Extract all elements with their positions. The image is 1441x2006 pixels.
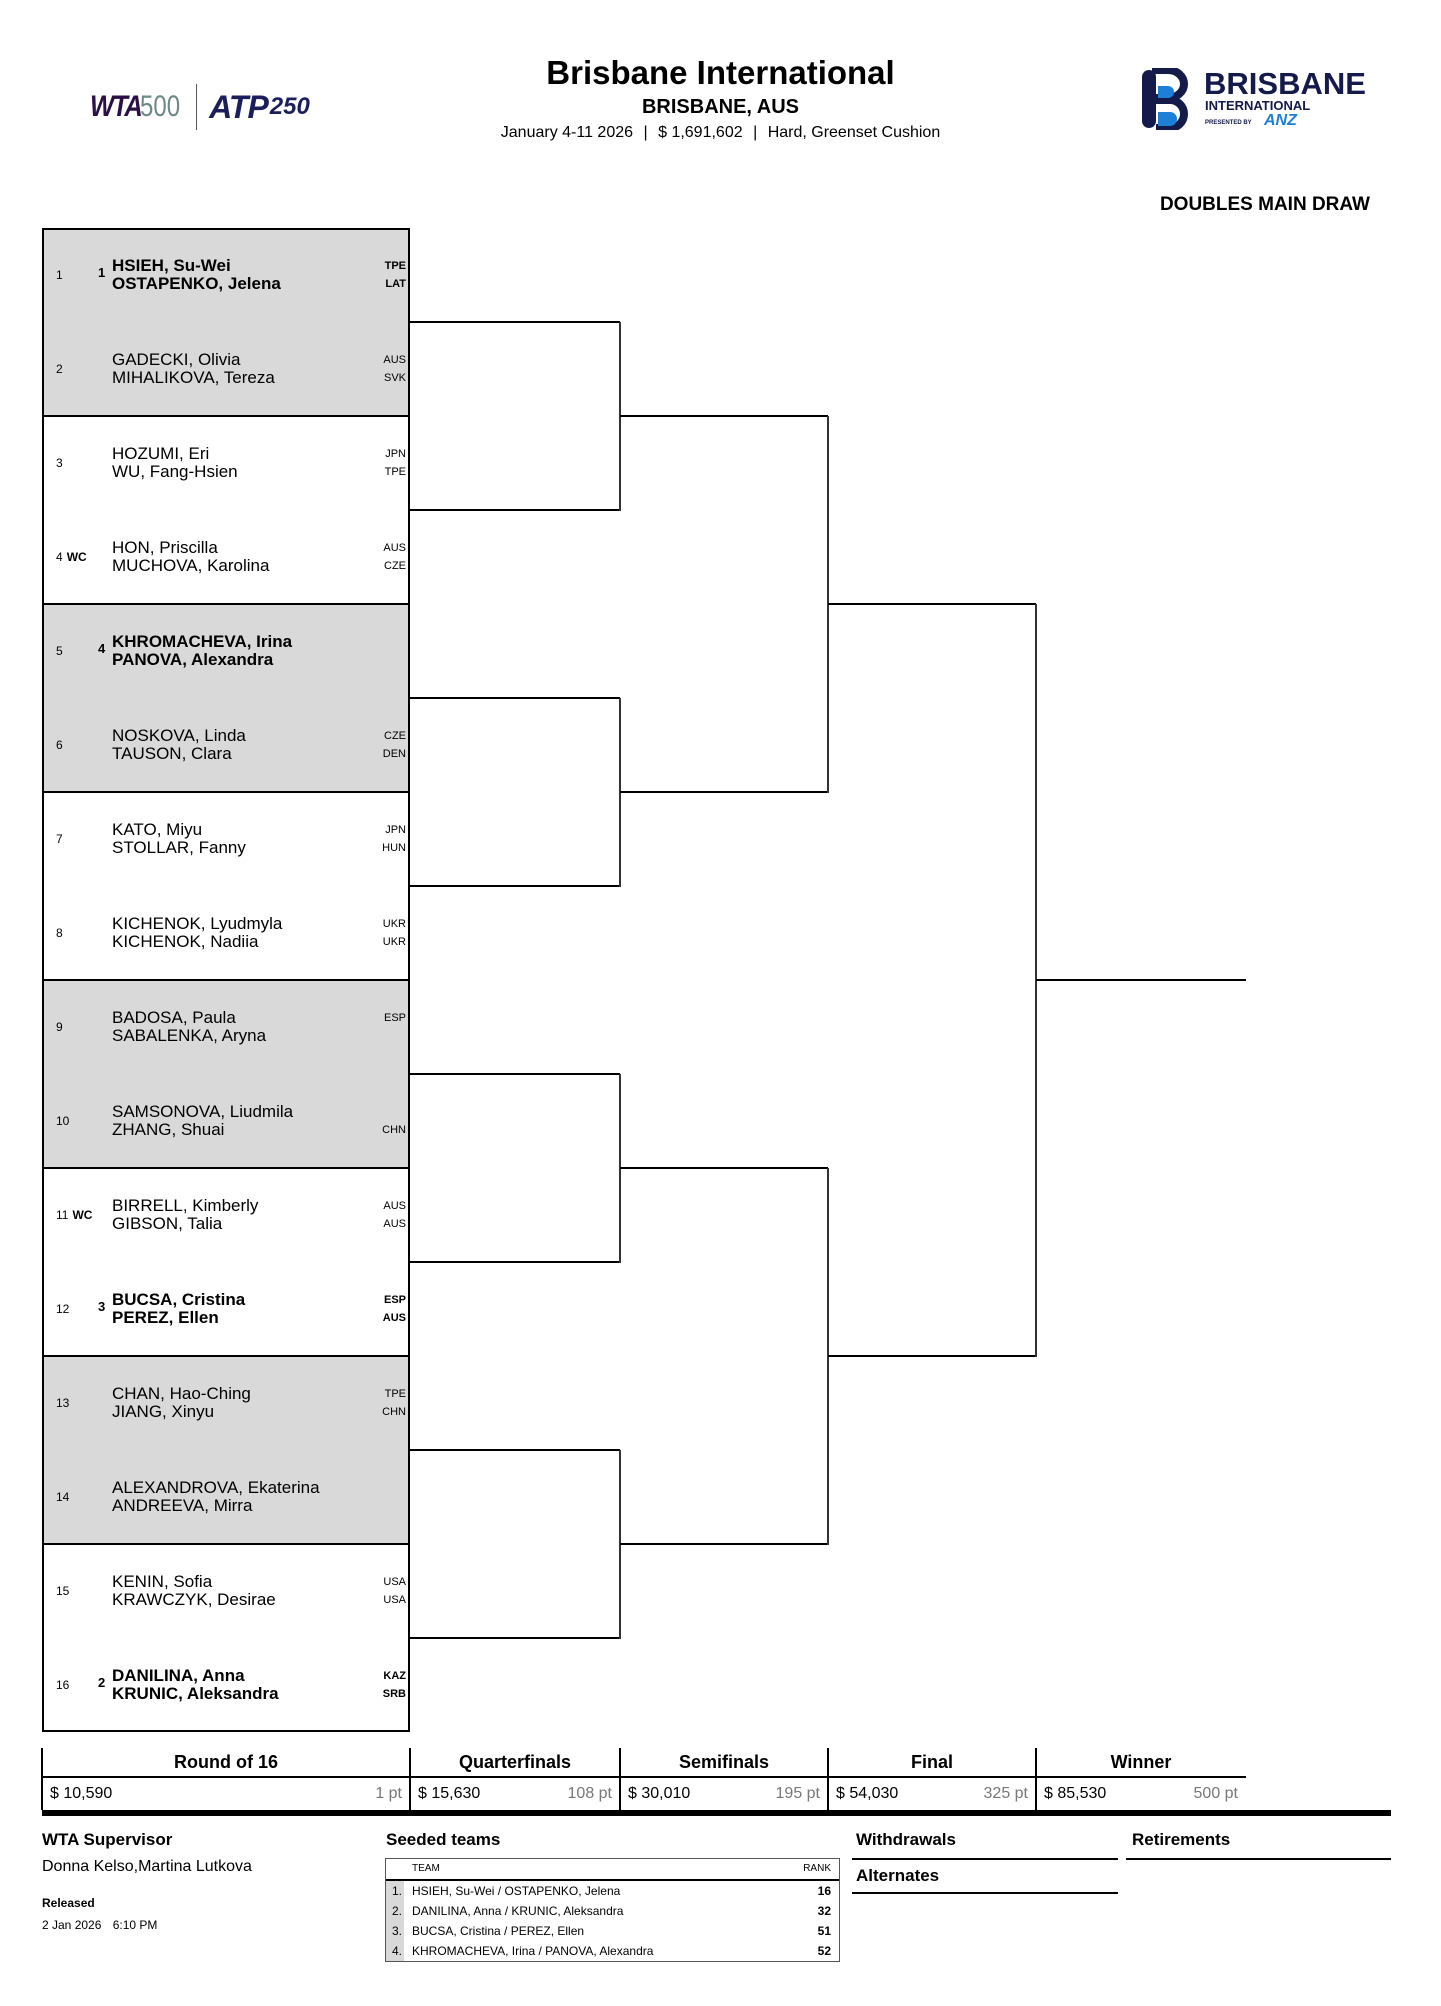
player-name: HSIEH, Su-Wei <box>112 256 231 275</box>
seeded-team-rank: 16 <box>817 1884 831 1898</box>
player-nation: TPE <box>384 466 406 478</box>
player-nation: LAT <box>385 278 406 290</box>
prize-table-divider <box>42 1776 1246 1778</box>
player-nation: JPN <box>385 824 406 836</box>
tournament-title: Brisbane International <box>546 54 895 91</box>
player-name: SAMSONOVA, Liudmila <box>112 1102 294 1121</box>
player-nation: AUS <box>383 1218 406 1230</box>
round-name: Round of 16 <box>174 1752 278 1772</box>
player-nation: CZE <box>384 560 406 572</box>
player-name: SABALENKA, Aryna <box>112 1026 267 1045</box>
prize-money: $ 30,010 <box>628 1785 691 1802</box>
player-name: BIRRELL, Kimberly <box>112 1196 259 1215</box>
prize-table-column-divider <box>1035 1748 1037 1810</box>
round-name: Quarterfinals <box>458 1752 572 1772</box>
position-number: 9 <box>56 1020 63 1034</box>
player-nation: USA <box>383 1576 406 1588</box>
player-nation: AUS <box>383 354 406 366</box>
round-name: Final <box>910 1752 953 1772</box>
prize-money: $ 54,030 <box>836 1785 899 1802</box>
player-name: DANILINA, Anna <box>112 1666 245 1685</box>
bracket-connector <box>828 1355 1036 1357</box>
seed-index: 4. <box>386 1941 404 1961</box>
round-name: Semifinals <box>678 1752 770 1772</box>
player-nation: AUS <box>382 1312 406 1324</box>
player-nation: CHN <box>382 1406 406 1418</box>
seed-number: 4 <box>98 641 106 656</box>
seeded-table-header <box>386 1859 839 1881</box>
bracket-connector <box>410 321 620 323</box>
player-name: ALEXANDROVA, Ekaterina <box>112 1478 320 1497</box>
international-wordmark: INTERNATIONAL <box>1205 98 1311 113</box>
anz-logo: ANZ <box>1264 112 1297 129</box>
player-name: CHAN, Hao-Ching <box>112 1384 251 1403</box>
seeded-team-name: KHROMACHEVA, Irina / PANOVA, Alexandra <box>412 1944 654 1958</box>
seed-number: 2 <box>98 1675 106 1690</box>
player-name: HON, Priscilla <box>112 538 218 557</box>
bracket-connector <box>620 415 828 417</box>
player-name: KRAWCZYK, Desirae <box>112 1590 276 1609</box>
seeded-team-name: DANILINA, Anna / KRUNIC, Aleksandra <box>412 1904 624 1918</box>
player-name: HOZUMI, Eri <box>112 444 210 463</box>
supervisor-heading: WTA Supervisor <box>42 1830 173 1849</box>
separator: | <box>753 124 758 141</box>
tournament-dates: January 4-11 2026 <box>500 124 634 141</box>
position-number: 3 <box>56 456 63 470</box>
player-name: JIANG, Xinyu <box>112 1402 215 1421</box>
released-label: Released <box>42 1896 95 1910</box>
player-nation: SVK <box>383 372 406 384</box>
bracket-connector <box>410 1261 620 1263</box>
prize-money: $ 15,630 <box>418 1785 481 1802</box>
separator: | <box>643 124 648 141</box>
alternates-heading: Alternates <box>856 1866 940 1885</box>
bracket-connector <box>620 791 828 793</box>
player-nation: SRB <box>382 1688 406 1700</box>
prize-table-column-divider <box>41 1748 43 1810</box>
round-prize <box>410 1778 620 1810</box>
player-nation: AUS <box>383 542 406 554</box>
seeded-team-rank: 51 <box>817 1924 831 1938</box>
position-number: 7 <box>56 832 63 846</box>
seeded-team-rank: 52 <box>817 1944 831 1958</box>
wta-logo: WTA <box>90 90 142 123</box>
position-number: 16 <box>56 1678 70 1692</box>
prize-money: $ 10,590 <box>50 1785 113 1802</box>
bracket-connector <box>410 1449 620 1451</box>
player-name: KRUNIC, Aleksandra <box>112 1684 279 1703</box>
player-name: MIHALIKOVA, Tereza <box>112 368 275 387</box>
seeded-team-rank: 32 <box>817 1904 831 1918</box>
position-number: 12 <box>56 1302 70 1316</box>
released-date: 2 Jan 2026 <box>42 1918 102 1932</box>
released-timestamp <box>42 1918 157 1932</box>
player-name: NOSKOVA, Linda <box>112 726 246 745</box>
thick-divider <box>42 1810 1391 1816</box>
seeded-team-row <box>386 1901 839 1921</box>
tournament-prize-money: $ 1,691,602 <box>658 124 743 141</box>
round-prize <box>42 1778 410 1810</box>
seed-index: 3. <box>386 1921 404 1941</box>
player-nation: CHN <box>382 1124 406 1136</box>
retirements-underline <box>1126 1858 1391 1860</box>
round-prize <box>1036 1778 1246 1810</box>
player-nation: DEN <box>382 748 406 760</box>
player-name: BUCSA, Cristina <box>112 1290 246 1309</box>
prize-table-column-divider <box>827 1748 829 1810</box>
player-name: KENIN, Sofia <box>112 1572 213 1591</box>
bracket-connector <box>410 1637 620 1639</box>
seed-index: 2. <box>386 1901 404 1921</box>
position-number: 11 <box>56 1208 69 1222</box>
round-name: Winner <box>1110 1752 1172 1772</box>
ranking-points: 1 pt <box>375 1785 402 1802</box>
position-number: 2 <box>56 362 63 376</box>
player-name: WU, Fang-Hsien <box>112 462 238 481</box>
brisbane-wordmark: BRISBANE <box>1204 66 1366 101</box>
draw-type-label: DOUBLES MAIN DRAW <box>1159 194 1370 215</box>
team-column-header: TEAM <box>412 1863 440 1874</box>
wta-level: 500 <box>140 90 181 123</box>
round-prize <box>828 1778 1036 1810</box>
player-nation: ESP <box>383 1294 406 1306</box>
bracket-connector <box>410 697 620 699</box>
bracket-connector <box>410 885 620 887</box>
player-name: KATO, Miyu <box>112 820 203 839</box>
position-number: 10 <box>56 1114 70 1128</box>
seeded-team-row <box>386 1921 839 1941</box>
brisbane-international-logo <box>1142 66 1382 136</box>
released-time: 6:10 PM <box>112 1918 158 1932</box>
player-nation: ESP <box>383 1012 406 1024</box>
bracket-connector <box>1036 979 1246 981</box>
player-name: MUCHOVA, Karolina <box>112 556 270 575</box>
player-name: STOLLAR, Fanny <box>112 838 246 857</box>
tournament-city: BRISBANE, AUS <box>641 96 800 118</box>
player-name: KICHENOK, Lyudmyla <box>112 914 283 933</box>
position-number: 4 <box>56 550 63 564</box>
player-name: PANOVA, Alexandra <box>112 650 274 669</box>
seeded-team-row <box>386 1881 839 1901</box>
player-name: TAUSON, Clara <box>112 744 232 763</box>
entry-status: WC <box>72 1208 93 1222</box>
withdrawals-heading: Withdrawals <box>856 1830 956 1849</box>
prize-table-column-divider <box>619 1748 621 1810</box>
player-name: PEREZ, Ellen <box>112 1308 219 1327</box>
player-name: ANDREEVA, Mirra <box>112 1496 253 1515</box>
ranking-points: 195 pt <box>775 1785 820 1802</box>
player-name: OSTAPENKO, Jelena <box>112 274 281 293</box>
draw-box-border <box>42 228 410 1732</box>
ranking-points: 108 pt <box>567 1785 612 1802</box>
alternates-underline <box>852 1892 1118 1894</box>
player-nation: AUS <box>383 1200 406 1212</box>
brisbane-b-icon <box>1142 68 1188 130</box>
presented-by-label: PRESENTED BY <box>1205 120 1252 126</box>
position-number: 1 <box>56 268 63 282</box>
position-number: 8 <box>56 926 63 940</box>
player-nation: HUN <box>382 842 406 854</box>
player-name: ZHANG, Shuai <box>112 1120 225 1139</box>
player-name: GADECKI, Olivia <box>112 350 241 369</box>
position-number: 13 <box>56 1396 70 1410</box>
bracket-connector <box>620 1167 828 1169</box>
bracket-connector <box>620 1543 828 1545</box>
seeded-teams-heading: Seeded teams <box>386 1830 501 1849</box>
player-nation: JPN <box>385 448 406 460</box>
seeded-team-row <box>386 1941 839 1961</box>
bracket-connector <box>410 509 620 511</box>
bracket-connector <box>828 603 1036 605</box>
prize-money: $ 85,530 <box>1044 1785 1107 1802</box>
player-nation: UKR <box>382 936 406 948</box>
position-number: 15 <box>56 1584 70 1598</box>
player-nation: TPE <box>384 1388 406 1400</box>
player-nation: USA <box>383 1594 406 1606</box>
player-nation: TPE <box>384 260 406 272</box>
atp-level: 250 <box>269 93 310 120</box>
round-prize <box>620 1778 828 1810</box>
player-nation: UKR <box>382 918 406 930</box>
player-name: BADOSA, Paula <box>112 1008 236 1027</box>
player-name: KHROMACHEVA, Irina <box>112 632 293 651</box>
tournament-surface: Hard, Greenset Cushion <box>767 124 941 141</box>
seed-number: 3 <box>98 1299 106 1314</box>
entry-status: WC <box>66 550 87 564</box>
atp-logo: ATP <box>209 88 268 125</box>
seed-index: 1. <box>386 1881 404 1901</box>
player-nation: CZE <box>384 730 406 742</box>
ranking-points: 325 pt <box>983 1785 1028 1802</box>
ranking-points: 500 pt <box>1193 1785 1238 1802</box>
position-number: 5 <box>56 644 63 658</box>
seeded-teams-table <box>385 1858 840 1962</box>
seed-number: 1 <box>98 265 106 280</box>
retirements-heading: Retirements <box>1132 1830 1231 1849</box>
seeded-team-name: BUCSA, Cristina / PEREZ, Ellen <box>412 1924 585 1938</box>
position-number: 14 <box>56 1490 70 1504</box>
position-number: 6 <box>56 738 63 752</box>
rank-column-header: RANK <box>803 1863 831 1874</box>
seeded-team-name: HSIEH, Su-Wei / OSTAPENKO, Jelena <box>412 1884 621 1898</box>
player-name: KICHENOK, Nadiia <box>112 932 259 951</box>
player-nation: KAZ <box>383 1670 406 1682</box>
bracket-connector <box>410 1073 620 1075</box>
prize-table-column-divider <box>409 1748 411 1810</box>
withdrawals-underline <box>852 1858 1118 1860</box>
player-name: GIBSON, Talia <box>112 1214 223 1233</box>
supervisor-names: Donna Kelso,Martina Lutkova <box>42 1858 252 1875</box>
